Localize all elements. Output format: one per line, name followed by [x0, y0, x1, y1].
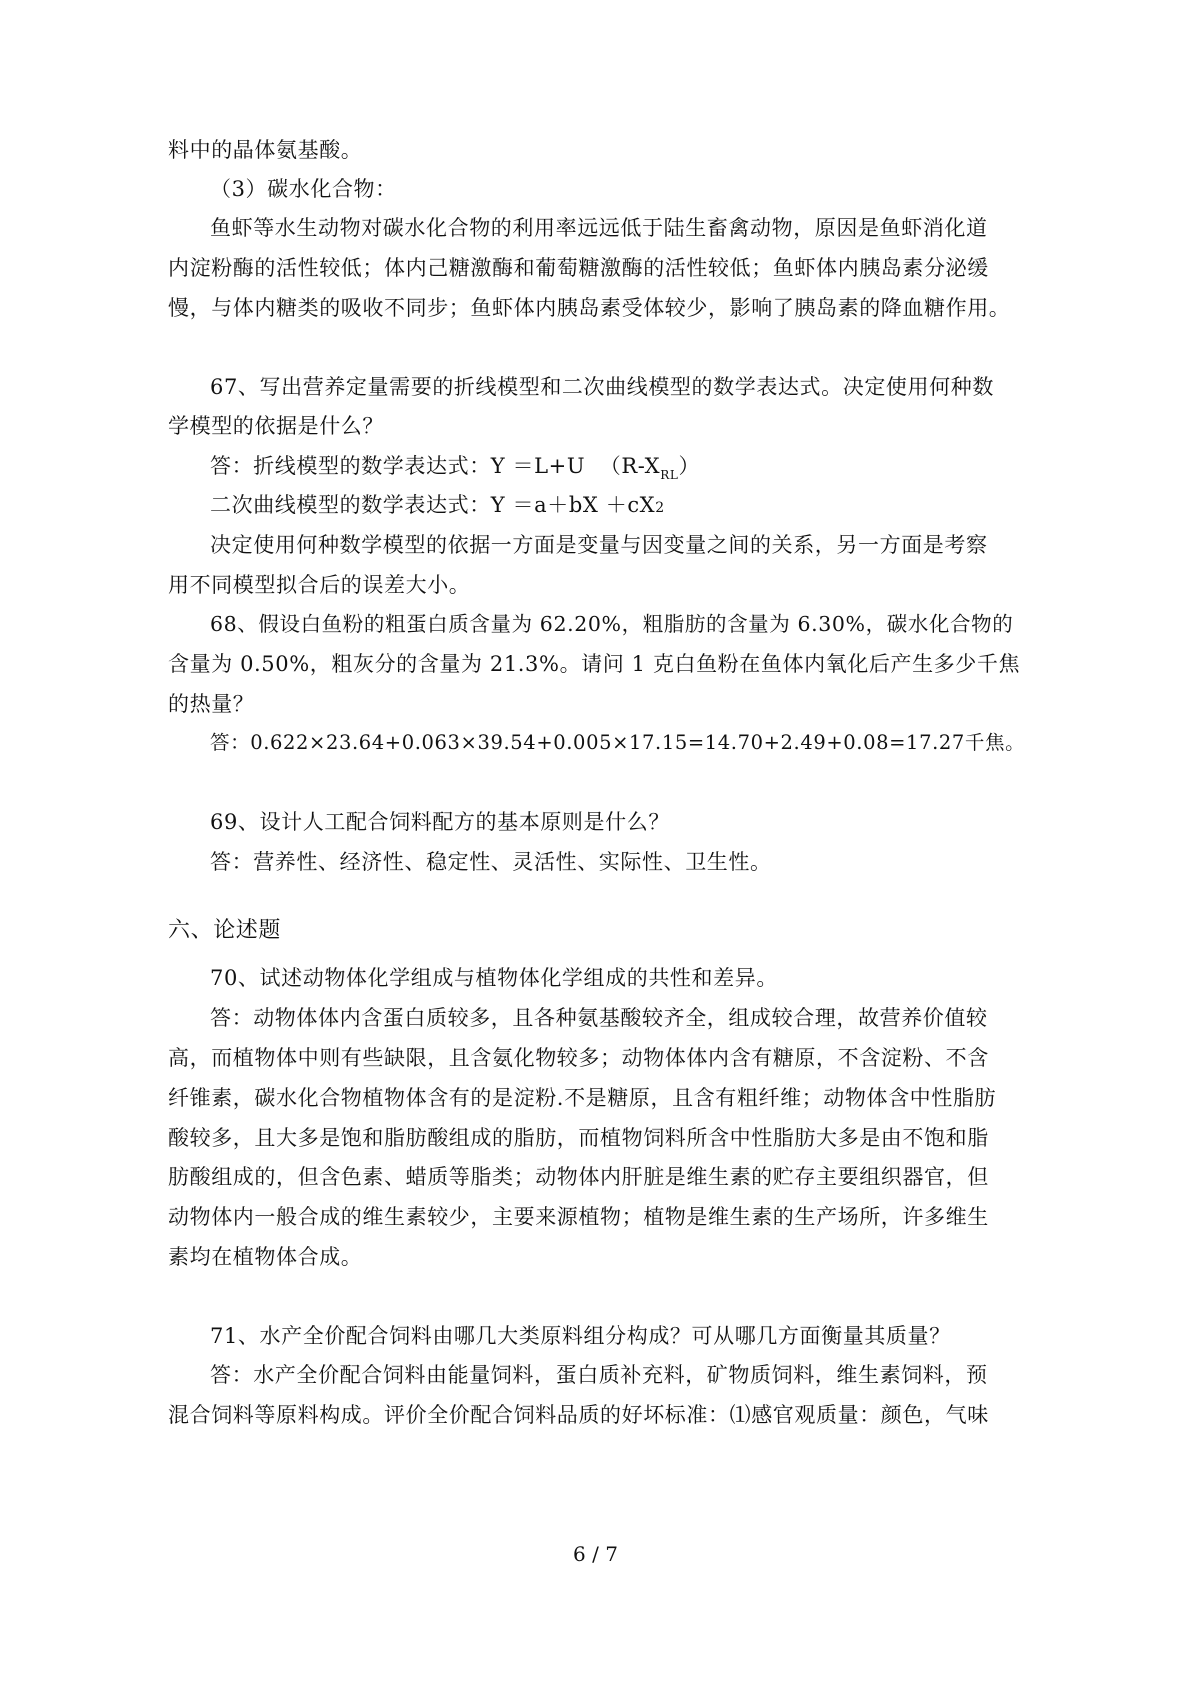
text-line: 内淀粉酶的活性较低；体内己糖激酶和葡萄糖激酶的活性较低；鱼虾体内胰岛素分泌缓	[168, 256, 989, 280]
text-line: 肪酸组成的，但含色素、蜡质等脂类；动物体内肝脏是维生素的贮存主要组织器官，但	[168, 1165, 989, 1189]
page-number: 6 / 7	[573, 1542, 618, 1566]
answer-70: 答：动物体体内含蛋白质较多，且各种氨基酸较齐全，组成较合理，故营养价值较	[210, 1006, 988, 1030]
text-line: 酸较多，且大多是饱和脂肪酸组成的脂肪，而植物饲料所含中性脂肪大多是由不饱和脂	[168, 1126, 989, 1150]
text-line: 含量为 0.50%，粗灰分的含量为 21.3%。请问 1 克白鱼粉在鱼体内氧化后产生多少千焦	[168, 652, 1021, 676]
text-line: 鱼虾等水生动物对碳水化合物的利用率远远低于陆生畜禽动物，原因是鱼虾消化道	[210, 216, 988, 240]
text-line: 决定使用何种数学模型的依据一方面是变量与因变量之间的关系，另一方面是考察	[210, 533, 988, 557]
formula-text: 二次曲线模型的数学表达式：Y ＝a＋bX ＋cX	[210, 493, 656, 517]
text-line: 料中的晶体氨基酸。	[168, 138, 363, 162]
text-line: 学模型的依据是什么？	[168, 414, 384, 438]
text-line: 用不同模型拟合后的误差大小。	[168, 573, 471, 597]
text-line: 纤锥素，碳水化合物植物体含有的是淀粉.不是糖原，且含有粗纤维；动物体含中性脂肪	[168, 1086, 997, 1110]
answer-69: 答：营养性、经济性、稳定性、灵活性、实际性、卫生性。	[210, 850, 772, 874]
section-title: 六、论述题	[168, 918, 282, 943]
formula-subscript: 2	[655, 500, 665, 516]
text-line: 的热量？	[168, 692, 255, 716]
question-68: 68、假设白鱼粉的粗蛋白质含量为 62.20%，粗脂肪的含量为 6.30%，碳水化合物的	[210, 612, 1014, 636]
question-67: 67、写出营养定量需要的折线模型和二次曲线模型的数学表达式。决定使用何种数	[210, 375, 994, 399]
formula-text: ）	[678, 454, 701, 478]
question-70: 70、试述动物体化学组成与植物体化学组成的共性和差异。	[210, 966, 778, 990]
question-69: 69、设计人工配合饲料配方的基本原则是什么？	[210, 810, 670, 834]
answer-68: 答：0.622×23.64+0.063×39.54+0.005×17.15=14.70+2.49+0.08=17.27千焦。	[210, 731, 1026, 754]
text-line: 动物体内一般合成的维生素较少，主要来源植物；植物是维生素的生产场所，许多维生	[168, 1205, 989, 1229]
formula-text: 答：折线模型的数学表达式：Y ＝L+U （R-X	[210, 454, 661, 478]
question-71: 71、水产全价配合饲料由哪几大类原料组分构成？可从哪几方面衡量其质量？	[210, 1324, 951, 1348]
text-line: 慢，与体内糖类的吸收不同步；鱼虾体内胰岛素受体较少，影响了胰岛素的降血糖作用。	[168, 296, 1011, 320]
formula-quadratic	[210, 490, 665, 523]
formula-broken-line	[210, 451, 700, 490]
formula-subscript: RL	[660, 468, 679, 482]
section-heading-carbohydrate: （3）碳水化合物：	[210, 177, 397, 201]
text-line: 混合饲料等原料构成。评价全价配合饲料品质的好坏标准：⑴感官观质量：颜色，气味	[168, 1403, 989, 1427]
answer-71: 答：水产全价配合饲料由能量饲料，蛋白质补充料，矿物质饲料，维生素饲料，预	[210, 1363, 988, 1387]
text-line: 素均在植物体合成。	[168, 1245, 363, 1269]
text-line: 高，而植物体中则有些缺限，且含氨化物较多；动物体体内含有糖原，不含淀粉、不含	[168, 1046, 989, 1070]
